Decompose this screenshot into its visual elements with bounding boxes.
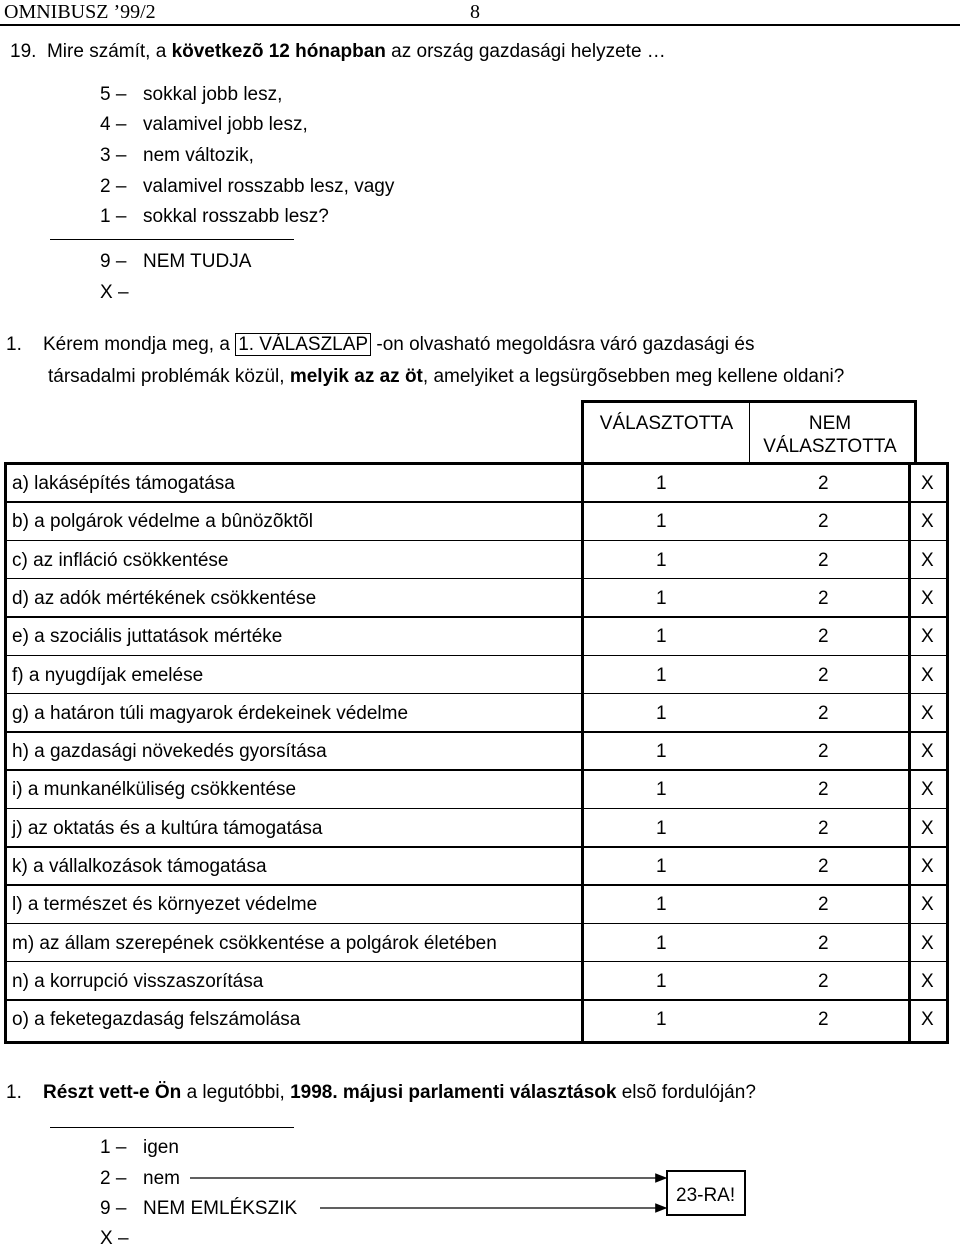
option-code: X –	[100, 1228, 129, 1249]
option-code: 9 –	[100, 251, 127, 272]
question-text-post: elsõ fordulóján?	[616, 1082, 756, 1103]
question-text-pre: Mire számít, a	[46, 41, 172, 62]
code-not-selected[interactable]: 2	[818, 511, 829, 533]
option-code: 1 –	[100, 206, 127, 227]
code-selected[interactable]: 1	[656, 626, 667, 648]
skip-instruction: 23-RA!	[676, 1185, 736, 1206]
problem-label: a) lakásépítés támogatása	[12, 473, 235, 494]
code-not-selected[interactable]: 2	[818, 741, 829, 763]
question-text-bold: következõ 12 hónapban	[171, 41, 386, 62]
question-text-bold: 1998. májusi parlamenti választások	[290, 1082, 617, 1103]
problem-label: i) a munkanélküliség csökkentése	[12, 779, 297, 801]
problem-label: b) a polgárok védelme a bûnözõktõl	[12, 511, 314, 533]
code-missing[interactable]: X	[921, 664, 934, 686]
skip-instruction-box	[666, 1170, 746, 1216]
code-missing[interactable]: X	[921, 894, 934, 916]
code-selected[interactable]: 1	[656, 932, 667, 954]
option-label: NEM TUDJA	[143, 251, 252, 272]
question-number: 1.	[6, 334, 22, 355]
problem-label: c) az infláció csökkentése	[12, 549, 229, 571]
question-number: 19.	[10, 41, 37, 62]
code-missing[interactable]: X	[921, 702, 934, 724]
code-missing[interactable]: X	[921, 1009, 934, 1031]
code-missing[interactable]: X	[921, 626, 934, 648]
code-not-selected[interactable]: 2	[818, 664, 829, 686]
code-not-selected[interactable]: 2	[818, 473, 829, 494]
code-missing[interactable]: X	[921, 741, 934, 763]
problem-label: g) a határon túli magyarok érdekeinek védelme	[12, 702, 409, 724]
problem-label: d) az adók mértékének csökkentése	[12, 587, 317, 609]
code-not-selected[interactable]: 2	[818, 702, 829, 724]
code-selected[interactable]: 1	[656, 970, 667, 992]
column-header-selected: VÁLASZTOTTA	[599, 413, 734, 434]
code-selected[interactable]: 1	[656, 1009, 667, 1031]
code-selected[interactable]: 1	[656, 779, 667, 801]
question-text-post: -on olvasható megoldásra váró gazdasági és	[371, 334, 755, 355]
option-code: 2 –	[100, 176, 127, 197]
survey-name: OMNIBUSZ ’99/2	[4, 1, 156, 23]
option-label: nem változik,	[143, 145, 254, 166]
code-missing[interactable]: X	[921, 779, 934, 801]
problem-label: f) a nyugdíjak emelése	[12, 664, 204, 686]
code-selected[interactable]: 1	[656, 856, 667, 877]
option-code: X –	[100, 282, 129, 303]
code-not-selected[interactable]: 2	[818, 932, 829, 954]
code-not-selected[interactable]: 2	[818, 1009, 829, 1031]
code-selected[interactable]: 1	[656, 741, 667, 763]
problem-label: j) az oktatás és a kultúra támogatása	[12, 817, 323, 839]
question-text-bold: melyik az az öt	[289, 366, 423, 387]
code-missing[interactable]: X	[921, 473, 934, 494]
option-code: 9 –	[100, 1198, 127, 1219]
problem-label: e) a szociális juttatások mértéke	[12, 626, 283, 648]
option-code: 3 –	[100, 145, 127, 166]
code-selected[interactable]: 1	[656, 894, 667, 916]
code-missing[interactable]: X	[921, 932, 934, 954]
option-label: sokkal rosszabb lesz?	[143, 206, 329, 227]
option-label: nem	[143, 1168, 180, 1189]
code-missing[interactable]: X	[921, 587, 934, 609]
option-label: igen	[143, 1137, 179, 1158]
code-missing[interactable]: X	[921, 511, 934, 533]
option-label: NEM EMLÉKSZIK	[143, 1198, 298, 1219]
code-not-selected[interactable]: 2	[818, 856, 829, 877]
question-text-mid: a legutóbbi,	[181, 1082, 291, 1103]
problem-label: h) a gazdasági növekedés gyorsítása	[12, 741, 327, 763]
question-text-pre: társadalmi problémák közül,	[48, 366, 290, 387]
question-text-bold: Részt vett-e Ön	[42, 1082, 182, 1103]
option-code: 4 –	[100, 114, 127, 135]
column-header-line: NEM	[808, 413, 852, 434]
code-missing[interactable]: X	[921, 970, 934, 992]
problem-label: m) az állam szerepének csökkentése a polgárok életében	[12, 932, 497, 954]
code-selected[interactable]: 1	[656, 511, 667, 533]
code-not-selected[interactable]: 2	[818, 817, 829, 839]
code-selected[interactable]: 1	[656, 664, 667, 686]
option-label: sokkal jobb lesz,	[143, 84, 283, 105]
code-not-selected[interactable]: 2	[818, 626, 829, 648]
code-not-selected[interactable]: 2	[818, 894, 829, 916]
option-code: 2 –	[100, 1168, 127, 1189]
code-not-selected[interactable]: 2	[818, 549, 829, 571]
question-text-pre: Kérem mondja meg, a	[42, 334, 236, 355]
page-number: 8	[470, 1, 480, 23]
code-selected[interactable]: 1	[656, 549, 667, 571]
code-not-selected[interactable]: 2	[818, 587, 829, 609]
problem-label: n) a korrupció visszaszorítása	[12, 970, 264, 992]
code-selected[interactable]: 1	[656, 702, 667, 724]
question-text-post: , amelyiket a legsürgõsebben meg kellene oldani?	[422, 366, 845, 387]
column-header-line: VÁLASZTOTTA	[763, 435, 897, 457]
code-missing[interactable]: X	[921, 549, 934, 571]
question-number: 1.	[6, 1082, 22, 1103]
problem-label: l) a természet és környezet védelme	[12, 894, 318, 916]
option-code: 1 –	[100, 1137, 127, 1158]
option-label: valamivel rosszabb lesz, vagy	[143, 176, 395, 197]
option-label: valamivel jobb lesz,	[143, 114, 308, 135]
code-selected[interactable]: 1	[656, 817, 667, 839]
code-not-selected[interactable]: 2	[818, 970, 829, 992]
code-selected[interactable]: 1	[656, 587, 667, 609]
answer-card-reference: 1. VÁLASZLAP	[235, 333, 371, 356]
code-not-selected[interactable]: 2	[818, 779, 829, 801]
code-missing[interactable]: X	[921, 817, 934, 839]
code-selected[interactable]: 1	[656, 473, 667, 494]
question-text-post: az ország gazdasági helyzete …	[385, 41, 666, 62]
code-missing[interactable]: X	[921, 856, 934, 877]
option-code: 5 –	[100, 84, 127, 105]
problem-label: k) a vállalkozások támogatása	[12, 856, 267, 877]
problem-label: o) a feketegazdaság felszámolása	[12, 1009, 301, 1031]
